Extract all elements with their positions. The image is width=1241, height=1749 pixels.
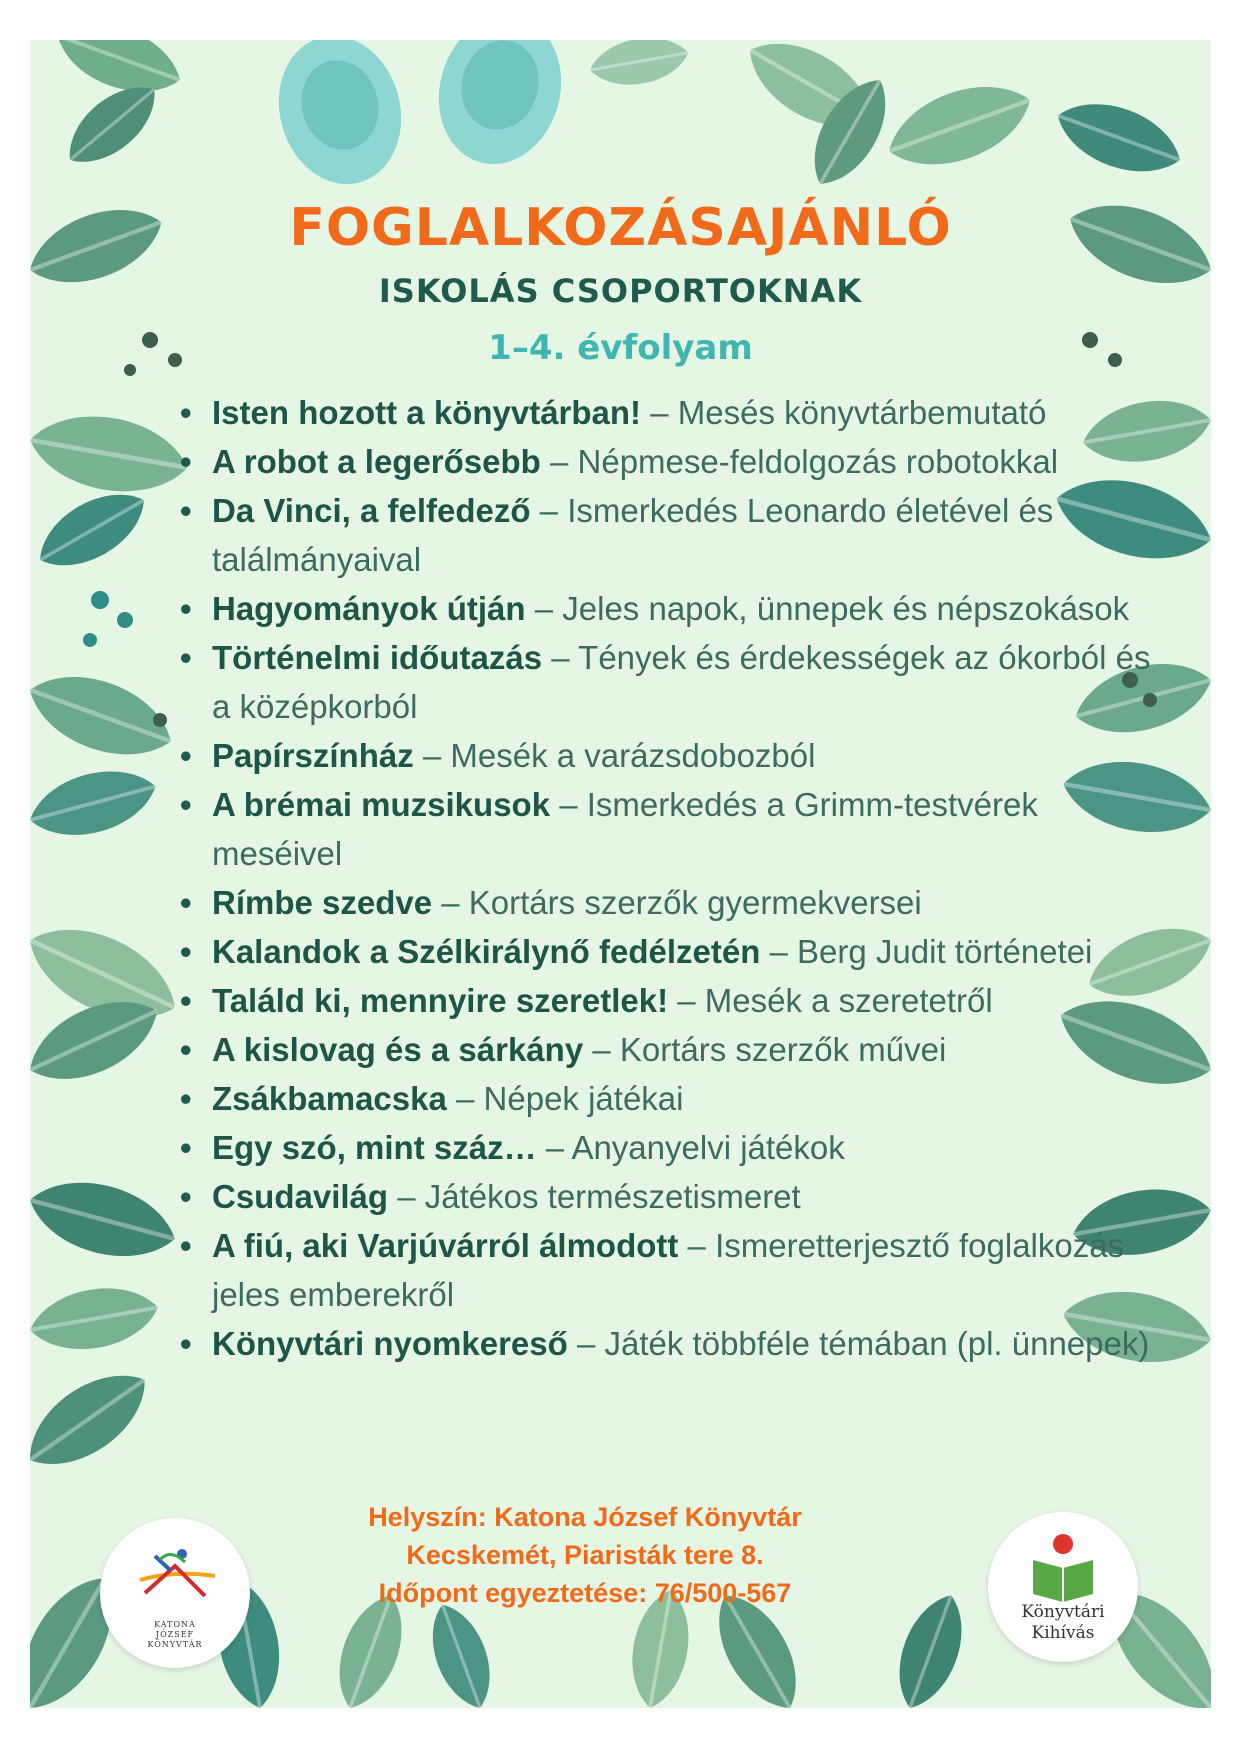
list-item [180,780,1170,878]
item-title: Egy szó, mint száz… [212,1129,537,1166]
item-description: – Népek játékai [446,1080,684,1117]
logo-line: JÓZSEF [155,1630,195,1639]
list-item [180,878,1170,927]
item-title: Kalandok a Szélkirálynő fedélzetén [212,933,761,970]
item-title: Könyvtári nyomkereső [212,1325,568,1362]
item-description: – Ismerkedés Leonardo életével és találmányaival [212,492,1054,578]
item-title: Rímbe szedve [212,884,433,921]
list-item [180,1319,1170,1368]
activity-list [180,388,1170,1368]
item-title: A kislovag és a sárkány [212,1031,584,1068]
list-item [180,1123,1170,1172]
item-description: – Ismeretterjesztő foglalkozás jeles emberekről [212,1227,1125,1313]
logo-line: KATONA [154,1620,196,1629]
item-title: Da Vinci, a felfedező [212,492,531,529]
item-description: – Mesék a varázsdobozból [413,737,816,774]
item-description: – Játék többféle témában (pl. ünnepek) [567,1325,1150,1362]
item-description: – Tények és érdekességek az ókorból és a középkorból [212,639,1151,725]
list-item [180,731,1170,780]
poster [30,40,1211,1708]
item-description: – Népmese-feldolgozás robotokkal [540,443,1059,480]
item-title: Történelmi időutazás [212,639,543,676]
logo-line: KÖNYVTÁR [147,1640,203,1649]
item-description: – Ismerkedés a Grimm-testvérek meséivel [212,786,1038,872]
item-title: Csudavilág [212,1178,389,1215]
item-description: – Berg Judit történetei [760,933,1093,970]
list-item [180,437,1170,486]
list-item [180,633,1170,731]
list-item [180,1221,1170,1319]
katona-logo-text [100,1620,250,1650]
item-description: – Kortárs szerzők gyermekversei [432,884,922,921]
item-description: – Mesés könyvtárbemutató [641,394,1047,431]
address-text: Kecskemét, Piaristák tere 8. [406,1540,764,1570]
item-description: – Mesék a szeretetről [668,982,993,1019]
list-item [180,486,1170,584]
item-description: – Kortárs szerzők művei [583,1031,947,1068]
grade-level: 1–4. évfolyam [488,328,753,368]
list-item [180,584,1170,633]
item-title: Találd ki, mennyire szeretlek! [212,982,669,1019]
logo-line: Könyvtári [1021,1602,1105,1622]
item-title: A robot a legerősebb [212,443,541,480]
list-item [180,1025,1170,1074]
kihivas-logo-text [988,1602,1138,1644]
item-title: A brémai muzsikusok [212,786,551,823]
konyvtari-kihivas-logo [988,1512,1138,1662]
item-title: Isten hozott a könyvtárban! [212,394,642,431]
item-title: A fiú, aki Varjúvárról álmodott [212,1227,679,1264]
list-item [180,927,1170,976]
list-item [180,1172,1170,1221]
location-text: Helyszín: Katona József Könyvtár [368,1502,802,1532]
list-item [180,1074,1170,1123]
subtitle: ISKOLÁS CSOPORTOKNAK [378,272,863,310]
katona-jozsef-library-logo [100,1518,250,1668]
item-title: Zsákbamacska [212,1080,447,1117]
item-description: – Játékos természetismeret [388,1178,801,1215]
list-item [180,388,1170,437]
item-description: – Anyanyelvi játékok [536,1129,845,1166]
item-title: Papírszínház [212,737,414,774]
item-title: Hagyományok útján [212,590,526,627]
logo-line: Kihívás [1031,1623,1095,1643]
list-item [180,976,1170,1025]
item-description: – Jeles napok, ünnepek és népszokások [525,590,1130,627]
page-title: FOGLALKOZÁSAJÁNLÓ [289,198,952,258]
phone-text: Időpont egyeztetése: 76/500-567 [378,1578,792,1608]
